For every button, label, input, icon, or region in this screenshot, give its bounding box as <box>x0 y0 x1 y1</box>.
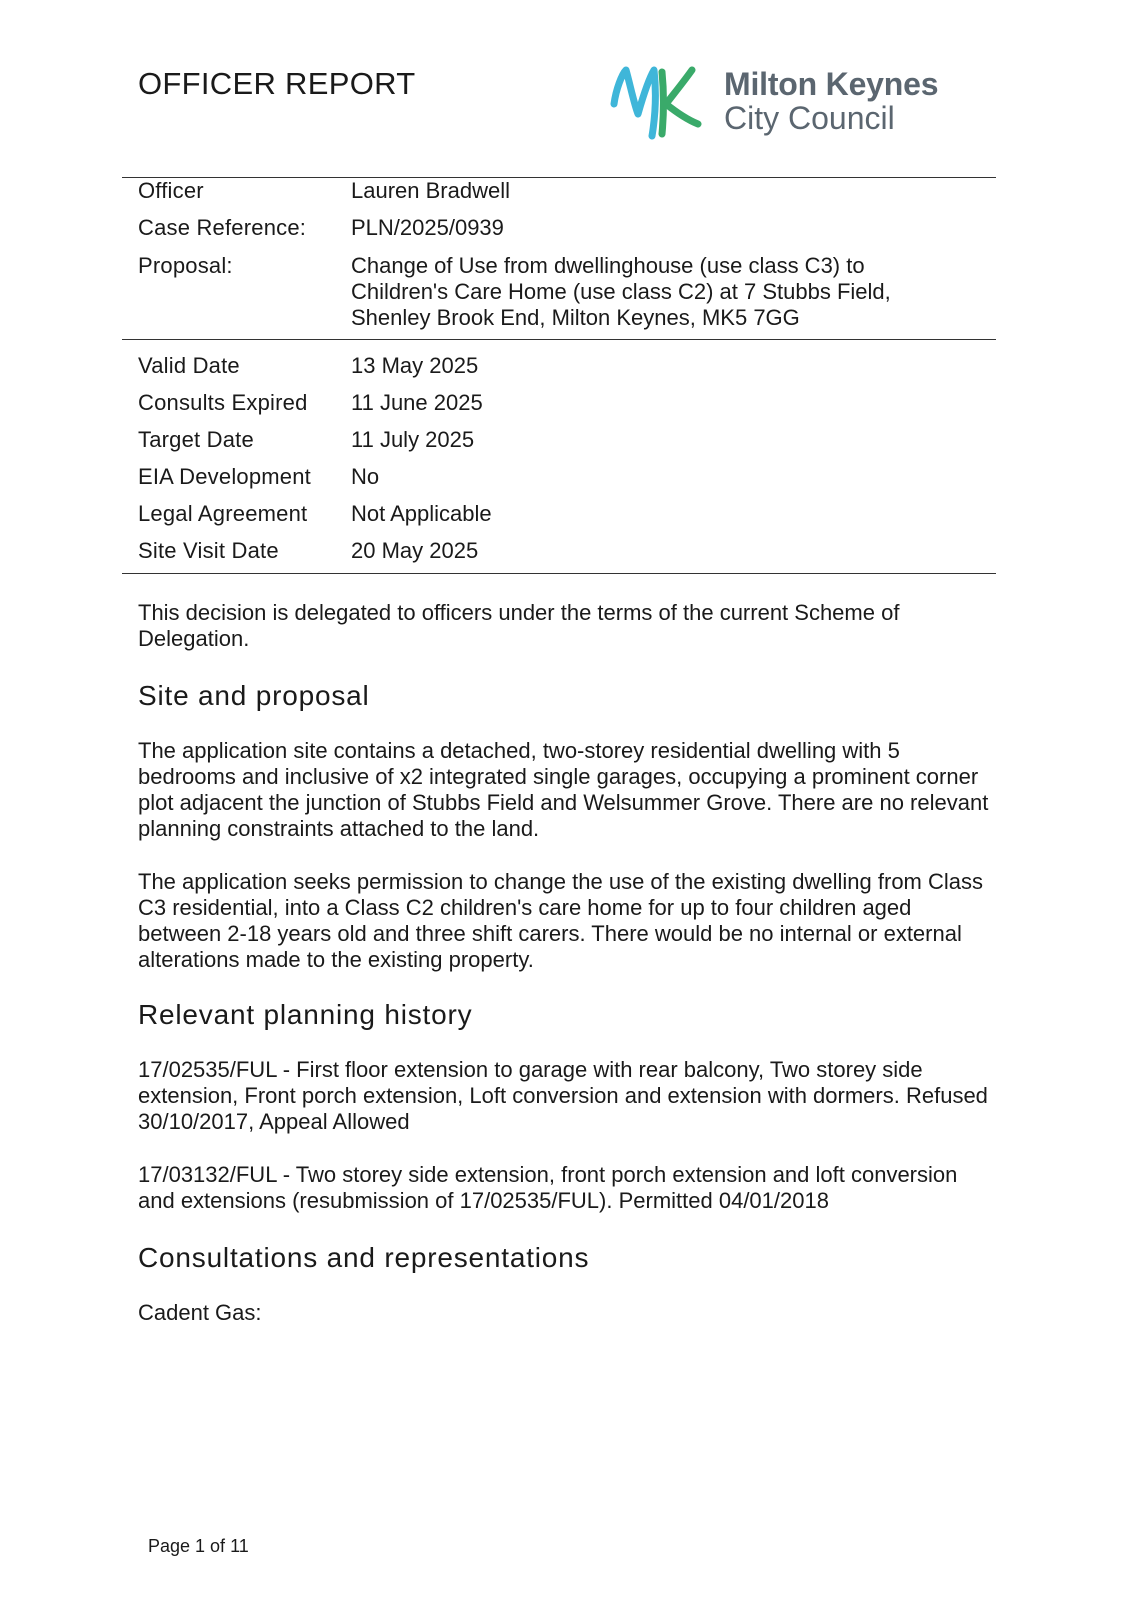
logo-text-city-council: City Council <box>724 100 895 136</box>
field-label: Consults Expired <box>138 390 308 415</box>
council-logo <box>618 64 998 144</box>
field-value: Not Applicable <box>351 501 492 526</box>
site-paragraph-1: The application site contains a detached, two-storey residential dwelling with 5 bedrooms and inclusive of x2 integrated single garages, occupying a prominent corner plot adjacent the junction of Stubbs Field and Welsummer Grove. There are no relevant planning constraints attached to the land. <box>138 738 989 841</box>
field-value: Lauren Bradwell <box>351 178 510 203</box>
section-heading-site-proposal: Site and proposal <box>138 680 370 711</box>
field-label: Officer <box>138 178 204 203</box>
site-paragraph-2: The application seeks permission to change the use of the existing dwelling from Class C3 residential, into a Class C2 children's care home for up to four children aged between 2-18 years old and three shift carers. There would be no internal or external alterations made to the existing property. <box>138 869 984 972</box>
field-value: PLN/2025/0939 <box>351 215 504 240</box>
field-label: Valid Date <box>138 353 240 378</box>
field-label: Case Reference: <box>138 215 307 240</box>
proposal-line: Children's Care Home (use class C2) at 7 Stubbs Field, <box>351 279 891 304</box>
field-value: No <box>351 464 380 489</box>
divider <box>122 177 996 178</box>
field-value: 20 May 2025 <box>351 538 479 563</box>
history-item-1: 17/02535/FUL - First floor extension to garage with rear balcony, Two storey side extension, Front porch extension, Loft conversion and extension with dormers. Refused 30/10/2017, Appeal Allowed <box>138 1057 988 1134</box>
field-label: Target Date <box>138 427 254 452</box>
consultee-cadent-gas: Cadent Gas: <box>138 1300 262 1325</box>
field-label: Proposal: <box>138 253 233 278</box>
delegation-note: This decision is delegated to officers under the terms of the current Scheme of Delegation. <box>138 600 900 651</box>
divider <box>122 573 996 574</box>
divider <box>122 339 996 340</box>
mk-logo-mark-icon <box>608 64 708 144</box>
field-label: Site Visit Date <box>138 538 279 563</box>
proposal-line: Change of Use from dwellinghouse (use class C3) to <box>351 253 865 278</box>
field-label: Legal Agreement <box>138 501 308 526</box>
report-title: OFFICER REPORT <box>138 66 416 101</box>
proposal-line: Shenley Brook End, Milton Keynes, MK5 7GG <box>351 305 800 330</box>
section-heading-planning-history: Relevant planning history <box>138 999 473 1030</box>
history-item-2: 17/03132/FUL - Two storey side extension, front porch extension and loft conversion and extensions (resubmission of 17/02535/FUL). Permitted 04/01/2018 <box>138 1162 958 1213</box>
field-label: EIA Development <box>138 464 311 489</box>
field-value: 11 July 2025 <box>351 427 475 452</box>
field-value: 11 June 2025 <box>351 390 483 415</box>
section-heading-consultations: Consultations and representations <box>138 1242 590 1273</box>
logo-text-milton-keynes: Milton Keynes <box>724 66 939 102</box>
field-value: 13 May 2025 <box>351 353 479 378</box>
page-number: Page 1 of 11 <box>148 1536 249 1556</box>
